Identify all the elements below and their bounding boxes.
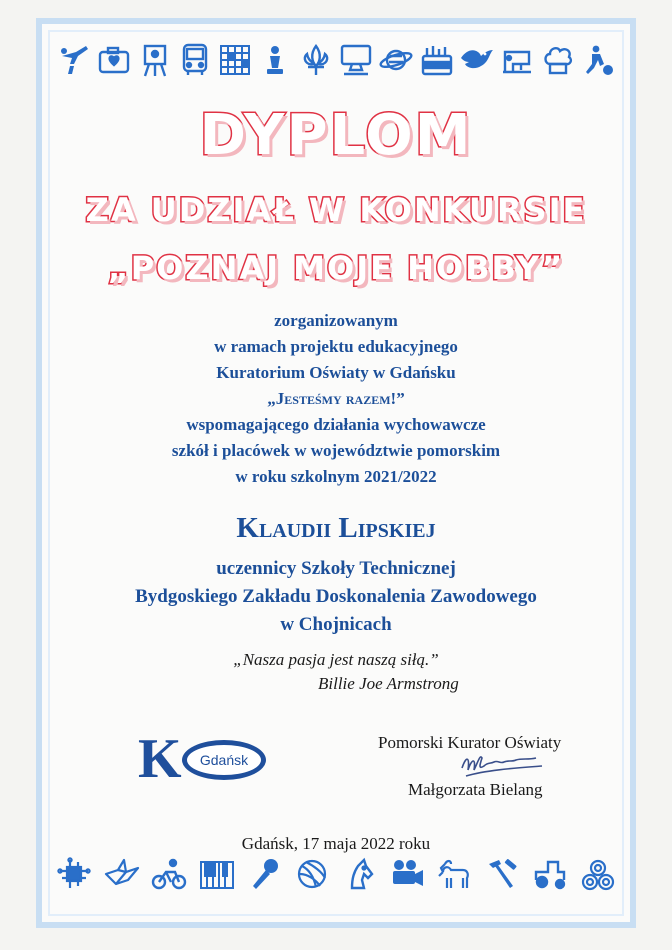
planet-icon [378,42,414,78]
description-line: Kuratorium Oświaty w Gdańsku [216,363,456,382]
logo-text: Gdańsk [199,752,249,768]
school-line: w Chojnicach [280,614,392,635]
school-line: uczennicy Szkoły Technicznej [216,558,456,579]
crafts-icon [419,42,455,78]
kuratorium-logo [138,730,272,788]
circuit-icon [56,856,92,892]
tools-icon [485,856,521,892]
hay-bales-icon [580,856,616,892]
quote-text: „Nasza pasja jest naszą siłą.” [233,650,439,669]
logo-letter: K [138,728,182,790]
crossword-icon [217,42,253,78]
camera-icon [96,42,132,78]
microphone-icon [247,856,283,892]
recipient-name: Klaudii Lipskiej [236,512,436,544]
signatory-name: Małgorzata Bielang [408,780,543,799]
description-line: w ramach projektu edukacyjnego [214,337,458,356]
issue-date: Gdańsk, 17 maja 2022 roku [241,834,431,853]
description-line: wspomagającego działania wychowawcze [186,415,486,434]
handwritten-signature [456,748,546,784]
fleur-de-lis-icon [298,42,334,78]
movie-camera-icon [389,856,425,892]
bottom-icon-row [56,846,616,902]
signatory-office: Pomorski Kurator Oświaty [378,733,562,752]
origami-bird-icon [104,856,140,892]
chess-icon [257,42,293,78]
computer-icon [338,42,374,78]
goat-icon [437,856,473,892]
recipient-school [0,555,672,639]
cyclist-icon [151,856,187,892]
dove-icon [459,42,495,78]
description-line: zorganizowanym [274,311,398,330]
school-line: Bydgoskiego Zakładu Doskonalenia Zawodowego [135,586,537,607]
sewing-machine-icon [499,42,535,78]
piano-icon [199,856,235,892]
diploma-subtitle: ZA UDZIAŁ W KONKURSIE [85,191,587,229]
skater-icon [56,42,92,78]
quote-author: Billie Joe Armstrong [318,674,459,693]
tractor-icon [532,856,568,892]
contest-name: „POZNAJ MOJE HOBBY” [107,249,565,287]
bus-icon [177,42,213,78]
project-name: „Jesteśmy razem!” [267,389,405,408]
description-line: w roku szkolnym 2021/2022 [235,467,437,486]
diploma-description [0,308,672,490]
description-line: szkół i placówek w województwie pomorskim [171,441,501,460]
top-icon-row [56,32,616,88]
horse-icon [342,856,378,892]
easel-icon [137,42,173,78]
yarn-icon [294,856,330,892]
chef-hat-icon [540,42,576,78]
diploma-title: DYPLOM [199,103,473,168]
bowling-icon [580,42,616,78]
